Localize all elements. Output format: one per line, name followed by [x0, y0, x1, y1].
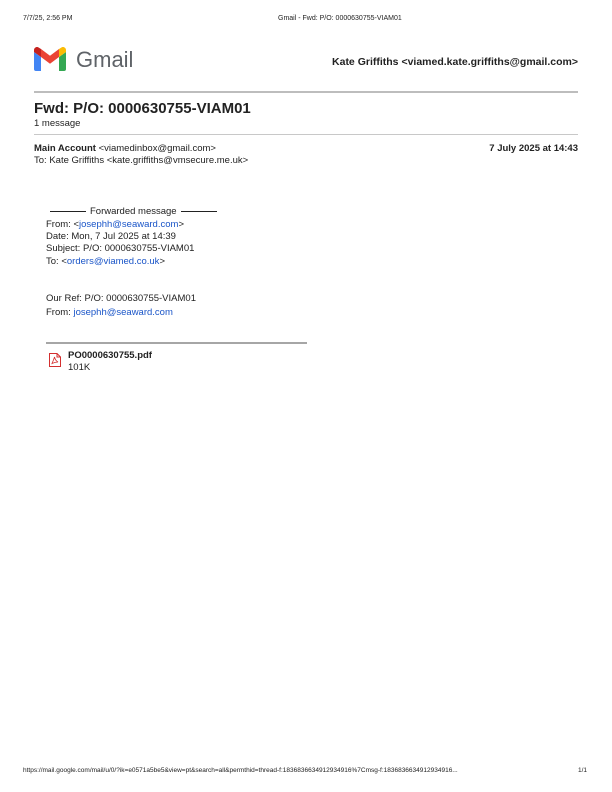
- sender-email: <viamedinbox@gmail.com>: [98, 143, 216, 154]
- recipient: Kate Griffiths <kate.griffiths@vmsecure.me.uk>: [49, 155, 249, 166]
- to-label: To:: [34, 155, 47, 166]
- subject-value: P/O: 0000630755-VIAM01: [82, 243, 195, 254]
- attachment-divider: [46, 342, 307, 344]
- to-label: To:: [46, 256, 59, 267]
- thread-subject: Fwd: P/O: 0000630755-VIAM01: [34, 100, 251, 117]
- bracket: >: [178, 219, 184, 230]
- from-label: From:: [46, 307, 71, 318]
- print-footer-url: https://mail.google.com/mail/u/0/?ik=e0571a5be5&view=pt&search=all&permthid=thread-f:1836836634912934916%7Cmsg-f:18368366349129349​16...: [23, 767, 458, 774]
- pdf-icon[interactable]: [49, 353, 61, 367]
- bracket: <: [73, 219, 80, 230]
- account-name: Kate Griffiths <viamed.kate.griffiths@gmail.com>: [332, 56, 578, 68]
- date-label: Date:: [46, 231, 69, 242]
- sender-row: [34, 143, 216, 154]
- print-header-title: Gmail - Fwd: P/O: 0000630755-VIAM01: [278, 15, 402, 22]
- forwarded-subject: [46, 243, 194, 254]
- gmail-logo: [34, 47, 138, 75]
- dash-left: [50, 211, 86, 212]
- print-footer-page: 1/1: [578, 767, 588, 774]
- forwarded-heading: [46, 206, 221, 217]
- attachment-size: 101K: [68, 362, 91, 373]
- forwarded-heading-text: Forwarded message: [90, 206, 177, 217]
- date-value: Mon, 7 Jul 2025 at 14:39: [71, 231, 176, 242]
- recipient-row: [34, 155, 248, 166]
- our-ref: Our Ref: P/O: 0000630755-VIAM01: [46, 293, 196, 304]
- forwarded-from-email-link[interactable]: josephh@seaward.com: [79, 219, 179, 230]
- message-count: 1 message: [34, 118, 81, 129]
- forwarded-to-email-link[interactable]: orders@viamed.co.uk: [66, 256, 160, 267]
- dash-right: [181, 211, 217, 212]
- body-from: [46, 307, 173, 318]
- thread-divider: [34, 134, 578, 135]
- message-date: 7 July 2025 at 14:43: [489, 143, 578, 154]
- bracket: <: [61, 256, 67, 267]
- forwarded-from: [46, 219, 184, 230]
- body-from-email-link[interactable]: josephh@seaward.com: [73, 307, 173, 318]
- sender-name: Main Account: [34, 143, 96, 154]
- print-header-datetime: 7/7/25, 2:56 PM: [23, 15, 73, 22]
- header-divider: [34, 91, 578, 93]
- bracket: >: [159, 256, 165, 267]
- attachment-name[interactable]: PO0000630755.pdf: [68, 350, 152, 361]
- subject-label: Subject:: [46, 243, 81, 254]
- gmail-wordmark: Gmail: [76, 47, 134, 72]
- forwarded-to: [46, 256, 165, 267]
- gmail-m-icon: [34, 47, 66, 71]
- forwarded-date: [46, 231, 176, 242]
- from-label: From:: [46, 219, 71, 230]
